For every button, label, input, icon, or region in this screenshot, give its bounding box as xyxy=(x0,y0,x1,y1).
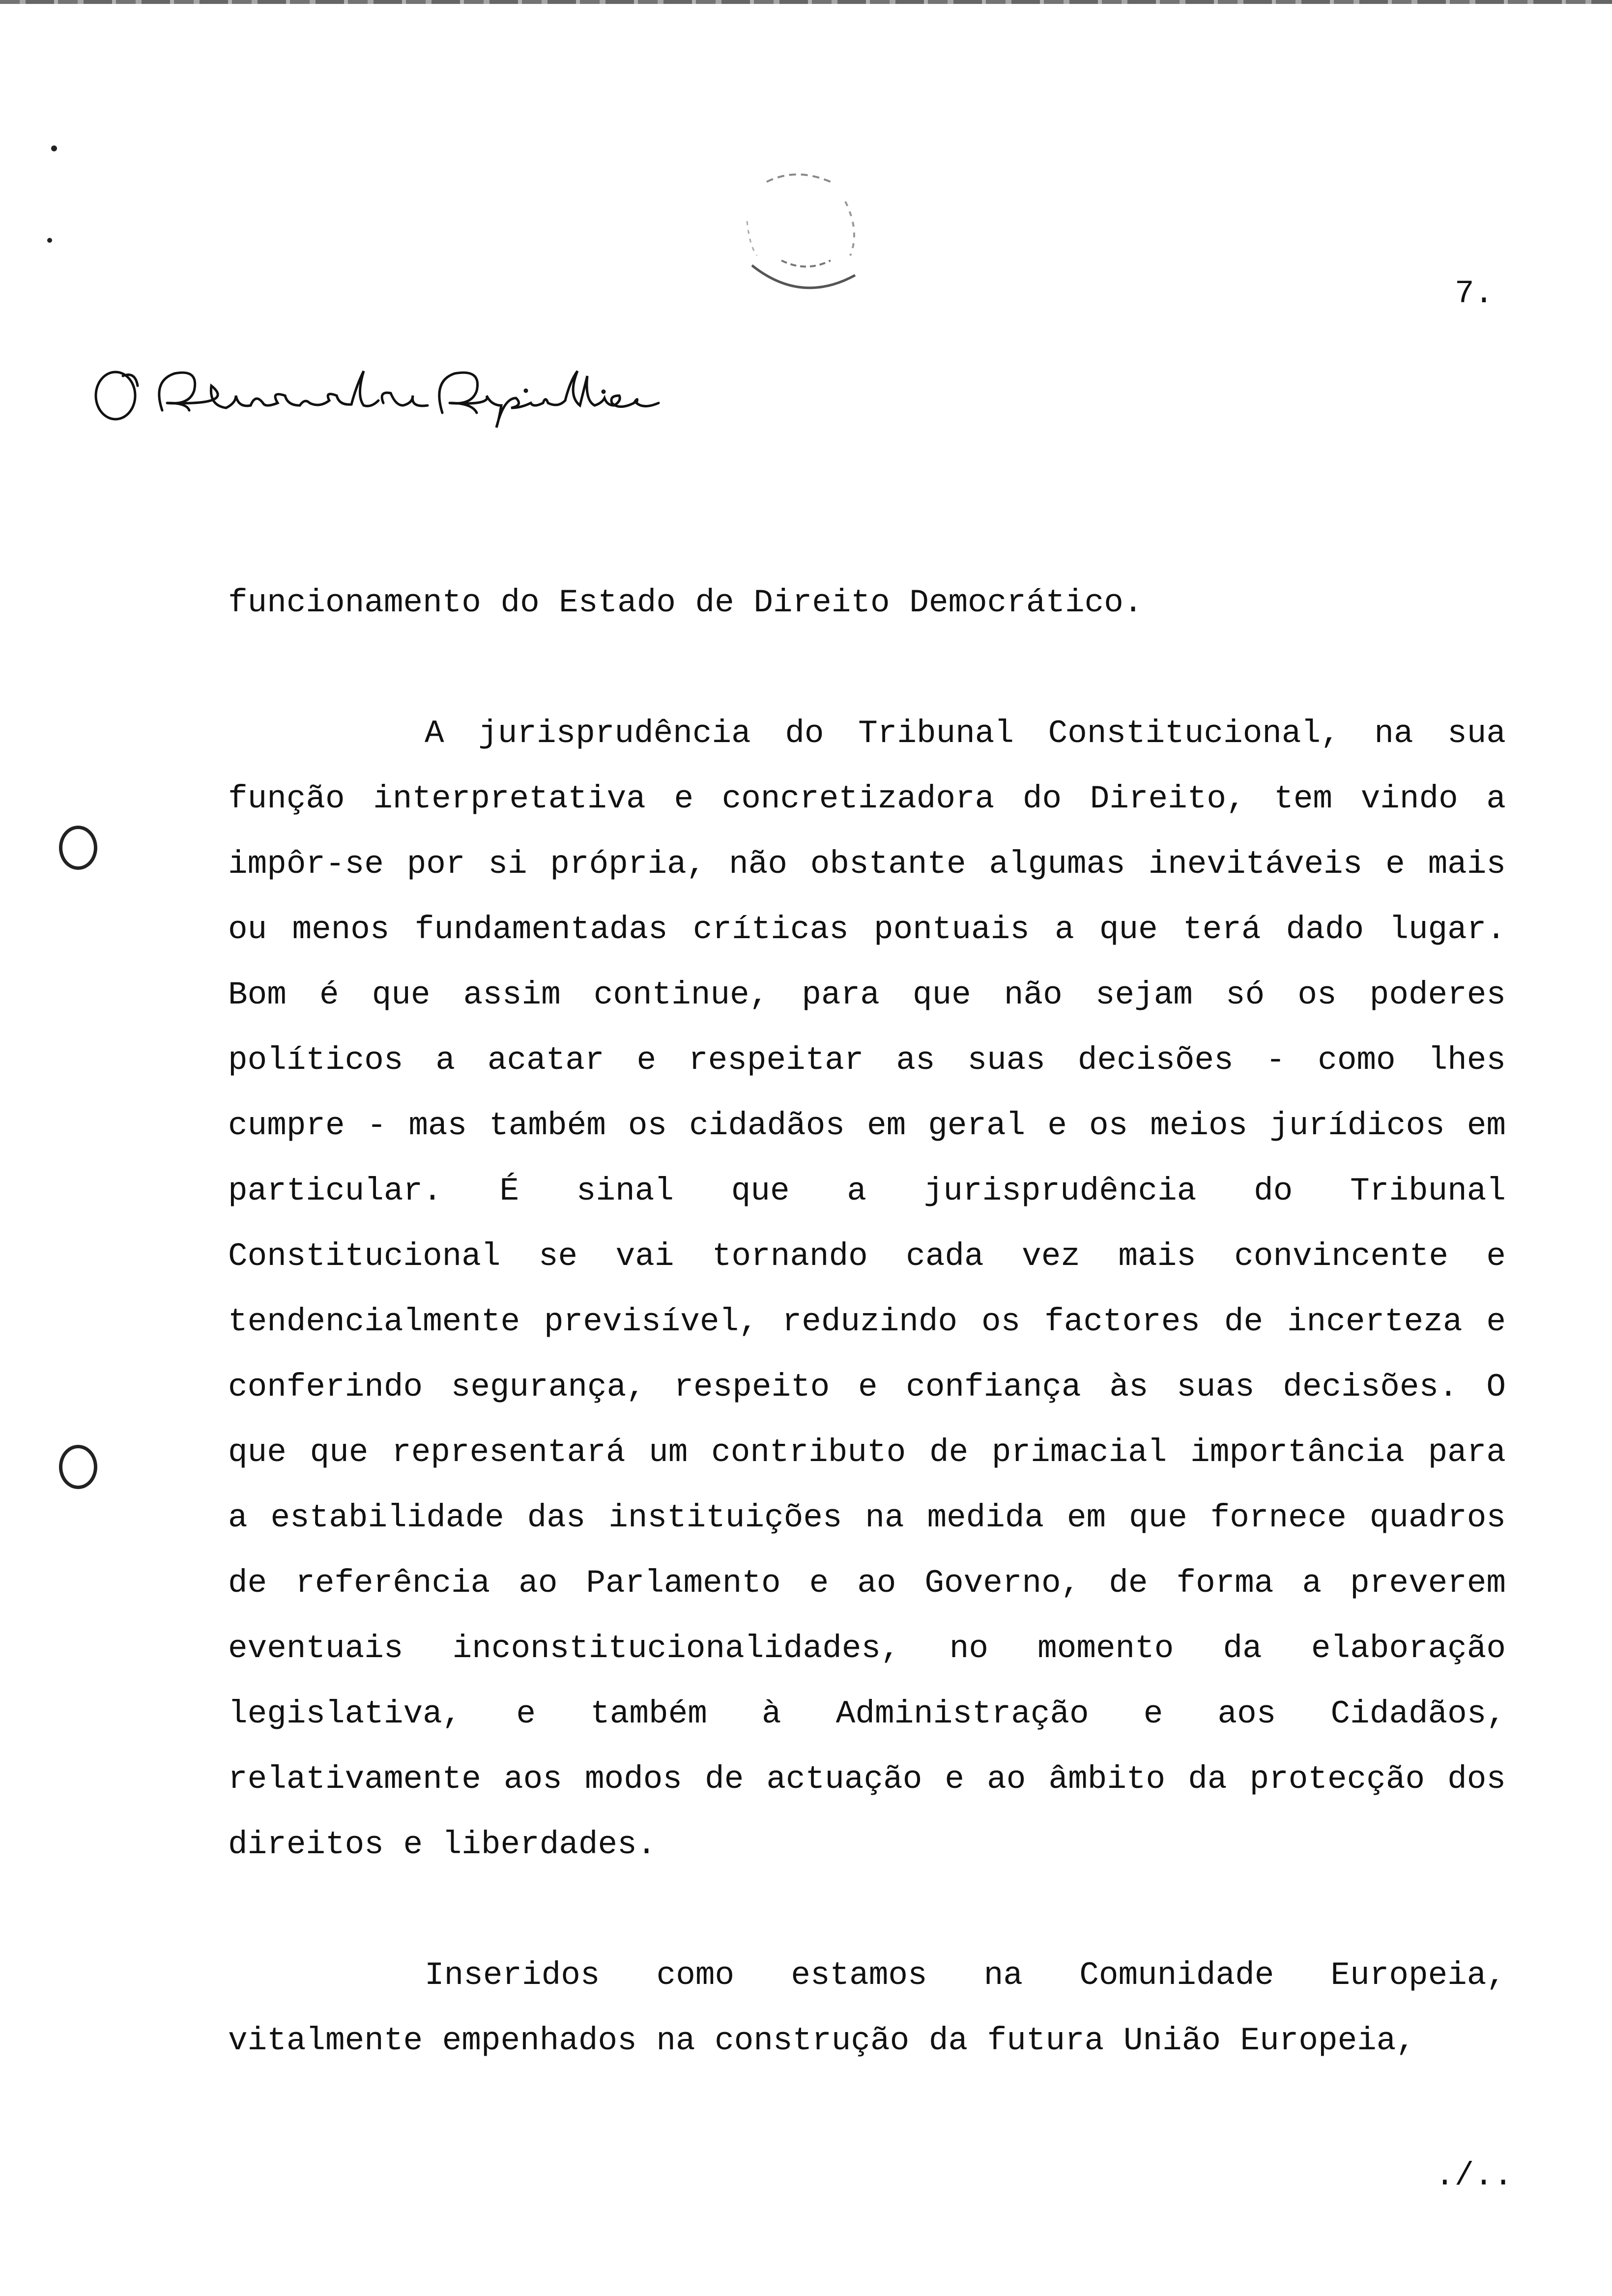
paragraph-continuation: funcionamento do Estado de Direito Democrático. xyxy=(228,584,1143,621)
punch-hole xyxy=(59,1445,97,1489)
paragraph-european-community: Inseridos como estamos na Comunidade Europeia, vitalmente empenhados na construção da futura União Europeia, xyxy=(228,1957,1506,2059)
faint-seal-stamp xyxy=(737,162,875,310)
scan-top-edge xyxy=(0,0,1612,4)
letterhead-script-logo xyxy=(88,356,668,430)
punch-hole xyxy=(59,826,97,870)
margin-mark xyxy=(51,145,57,151)
continuation-mark: ./.. xyxy=(1435,2157,1513,2194)
paragraph-jurisprudence: A jurisprudência do Tribunal Constitucional, na sua função interpretativa e concretizadora do Direito, tem vindo a impôr-se por si própria, não obstante algumas inevitáveis e mais ou menos fundamentadas críticas pontuais a que terá dado lugar. Bom é que assim continue, para que não sejam só os poderes políticos a acatar e respeitar as suas decisões - como lhes cumpre - mas também os cidadãos em geral e os meios jurídicos em particular. É sinal que a jurisprudência do Tribunal Constitucional se vai tornando cada vez mais convincente e tendencialmente previsível, reduzindo os factores de incerteza e conferindo segurança, respeito e confiança às suas decisões. O que que representará um contributo de primacial importância para a estabilidade das instituições na medida em que fornece quadros de referência ao Parlamento e ao Governo, de forma a preverem eventuais inconstitucionalidades, no momento da elaboração legislativa, e também à Administração e aos Cidadãos, relativamente aos modos de actuação e ao âmbito da protecção dos direitos e liberdades. xyxy=(228,715,1506,1863)
letter-body xyxy=(228,570,1506,2073)
page-number: 7. xyxy=(1455,275,1494,312)
margin-mark xyxy=(47,238,52,243)
